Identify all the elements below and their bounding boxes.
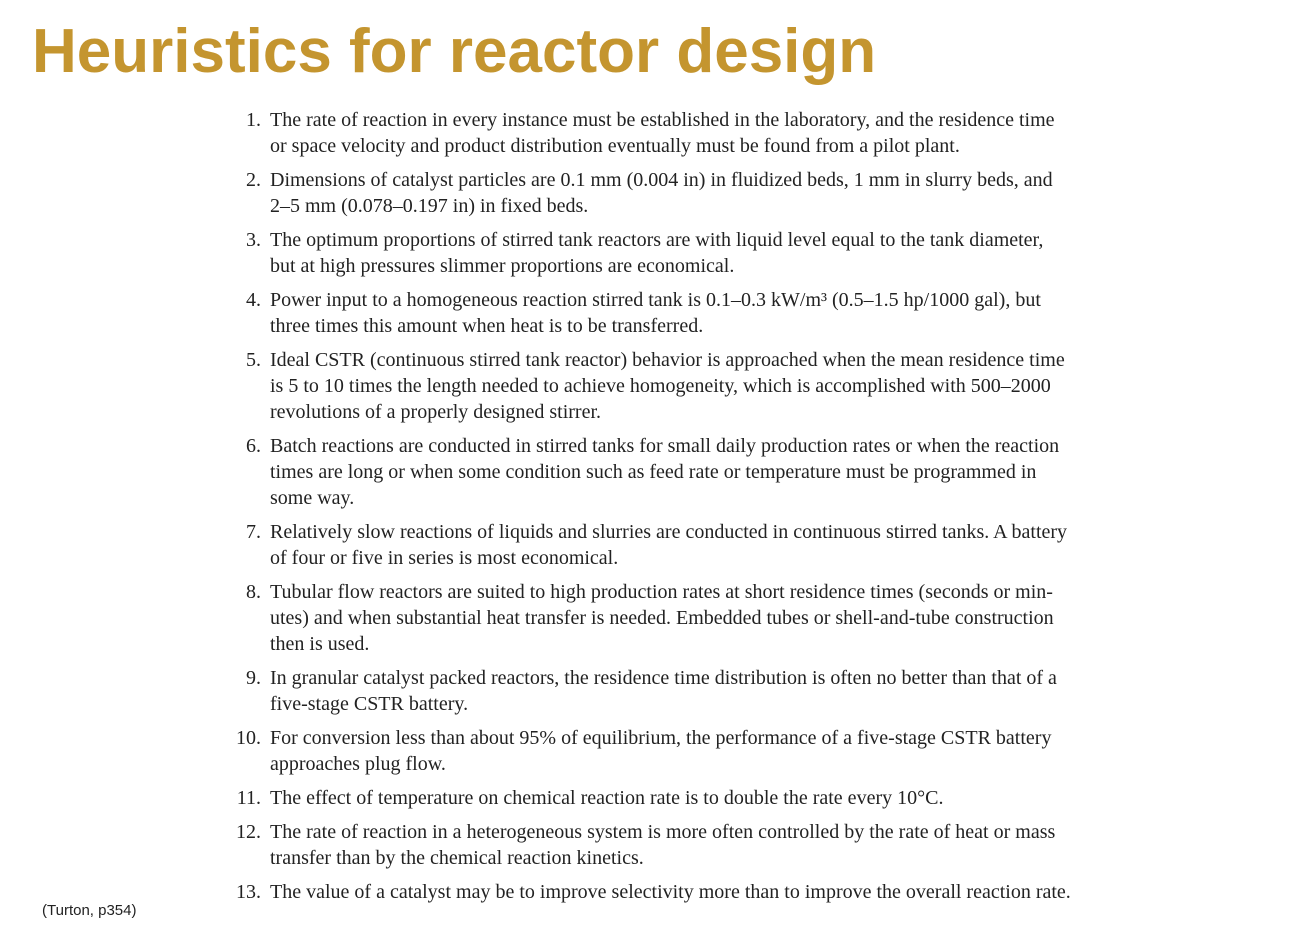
heuristic-line: In granular catalyst packed reactors, the residence time distribution is often no better than that of a: [270, 667, 1057, 689]
heuristic-text: [270, 107, 1236, 159]
citation: (Turton, p354): [42, 902, 137, 919]
heuristic-text: [270, 227, 1236, 279]
heuristic-item: [226, 287, 1236, 339]
heuristic-text: [270, 725, 1236, 777]
heuristic-item: [226, 433, 1236, 511]
heuristic-number: 10.: [236, 727, 261, 749]
heuristic-line: Tubular flow reactors are suited to high production rates at short residence times (seconds or min-: [270, 581, 1053, 603]
heuristic-number: 8.: [246, 581, 261, 603]
heuristic-line: revolutions of a properly designed stirrer.: [270, 401, 602, 423]
heuristic-text: [270, 665, 1236, 717]
heuristic-number: 7.: [246, 521, 261, 543]
heuristic-line: then is used.: [270, 633, 370, 655]
heuristic-text: [270, 287, 1236, 339]
heuristics-list: [226, 107, 1236, 913]
heuristic-line: utes) and when substantial heat transfer is needed. Embedded tubes or shell-and-tube construction: [270, 607, 1054, 629]
heuristic-item: [226, 819, 1236, 871]
heuristic-item: [226, 579, 1236, 657]
heuristic-line: five-stage CSTR battery.: [270, 693, 469, 715]
heuristic-item: [226, 519, 1236, 571]
heuristic-line: Power input to a homogeneous reaction stirred tank is 0.1–0.3 kW/m³ (0.5–1.5 hp/1000 gal), but: [270, 289, 1041, 311]
heuristic-number: 9.: [246, 667, 261, 689]
heuristic-line: three times this amount when heat is to be transferred.: [270, 315, 704, 337]
heuristic-item: [226, 785, 1236, 811]
heuristic-number: 1.: [246, 109, 261, 131]
heuristic-text: [270, 819, 1236, 871]
heuristic-line: The value of a catalyst may be to improve selectivity more than to improve the overall reaction rate.: [270, 881, 1071, 903]
heuristic-line: Dimensions of catalyst particles are 0.1 mm (0.004 in) in fluidized beds, 1 mm in slurry beds, and: [270, 169, 1053, 191]
heuristic-number: 12.: [236, 821, 261, 843]
heuristic-number: 11.: [236, 787, 261, 809]
heuristic-number: 3.: [246, 229, 261, 251]
heuristic-number: 5.: [246, 349, 261, 371]
heuristic-line: but at high pressures slimmer proportions are economical.: [270, 255, 735, 277]
heuristic-line: some way.: [270, 487, 355, 509]
heuristic-line: is 5 to 10 times the length needed to achieve homogeneity, which is accomplished with 500–2000: [270, 375, 1051, 397]
heuristic-item: [226, 167, 1236, 219]
heuristic-line: transfer than by the chemical reaction kinetics.: [270, 847, 644, 869]
heuristic-number: 4.: [246, 289, 261, 311]
heuristic-text: [270, 785, 1236, 811]
heuristic-line: times are long or when some condition such as feed rate or temperature must be programmed in: [270, 461, 1037, 483]
heuristic-line: Relatively slow reactions of liquids and slurries are conducted in continuous stirred tanks. A battery: [270, 521, 1068, 543]
heuristic-text: [270, 879, 1236, 905]
heuristic-line: The rate of reaction in a heterogeneous system is more often controlled by the rate of heat or mass: [270, 821, 1056, 843]
heuristic-line: of four or five in series is most economical.: [270, 547, 619, 569]
heuristic-text: [270, 167, 1236, 219]
heuristic-item: [226, 347, 1236, 425]
heuristic-number: 6.: [246, 435, 261, 457]
heuristic-item: [226, 665, 1236, 717]
heuristic-line: The optimum proportions of stirred tank reactors are with liquid level equal to the tank diameter,: [270, 229, 1044, 251]
heuristic-line: Ideal CSTR (continuous stirred tank reactor) behavior is approached when the mean residence time: [270, 349, 1065, 371]
heuristic-number: 13.: [236, 881, 261, 903]
heuristic-line: The rate of reaction in every instance must be established in the laboratory, and the residence time: [270, 109, 1055, 131]
slide-title: Heuristics for reactor design: [32, 17, 877, 86]
heuristic-line: approaches plug flow.: [270, 753, 446, 775]
heuristic-line: The effect of temperature on chemical reaction rate is to double the rate every 10°C.: [270, 787, 944, 809]
heuristic-text: [270, 579, 1236, 657]
heuristic-text: [270, 433, 1236, 511]
heuristic-line: or space velocity and product distribution eventually must be found from a pilot plant.: [270, 135, 960, 157]
heuristic-item: [226, 725, 1236, 777]
heuristic-item: [226, 227, 1236, 279]
heuristic-line: For conversion less than about 95% of equilibrium, the performance of a five-stage CSTR battery: [270, 727, 1052, 749]
heuristic-line: 2–5 mm (0.078–0.197 in) in fixed beds.: [270, 195, 589, 217]
heuristic-item: [226, 879, 1236, 905]
heuristic-item: [226, 107, 1236, 159]
heuristic-line: Batch reactions are conducted in stirred tanks for small daily production rates or when the reaction: [270, 435, 1060, 457]
heuristic-number: 2.: [246, 169, 261, 191]
heuristic-text: [270, 347, 1236, 425]
heuristic-text: [270, 519, 1236, 571]
